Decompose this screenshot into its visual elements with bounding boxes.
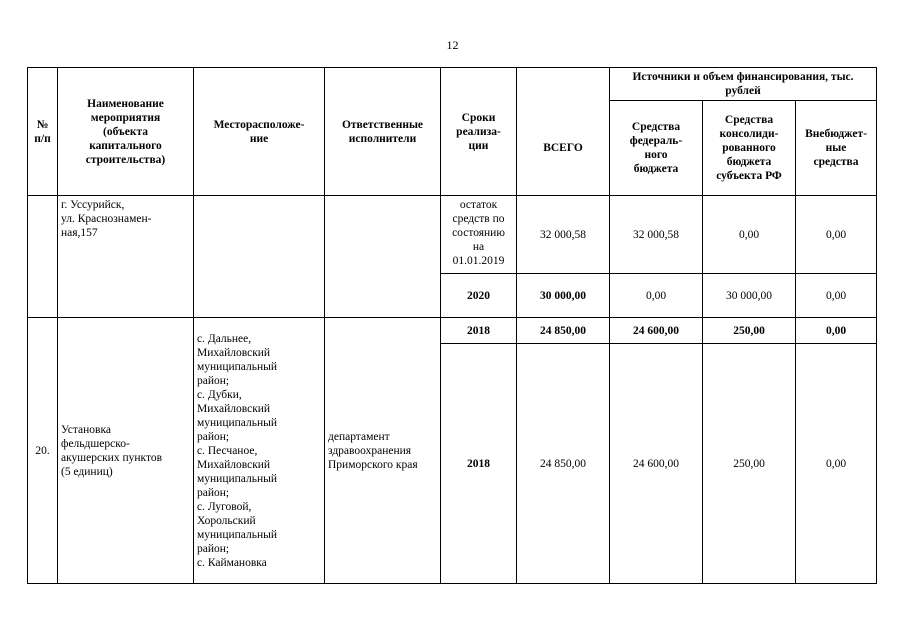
block1-num bbox=[28, 196, 58, 318]
header-num: № п/п bbox=[28, 68, 58, 196]
block2-row1-extra: 0,00 bbox=[796, 318, 877, 344]
header-total: ВСЕГО bbox=[517, 101, 610, 196]
header-total-blank bbox=[517, 68, 610, 101]
header-federal: Средства федераль- ного бюджета bbox=[610, 101, 703, 196]
block1-row1-regional: 0,00 bbox=[703, 196, 796, 274]
block1-row2-extra: 0,00 bbox=[796, 274, 877, 318]
block1-name: г. Уссурийск, ул. Краснознамен- ная,157 bbox=[58, 196, 194, 318]
block2-location: с. Дальнее, Михайловский муниципальный район; с. Дубки, Михайловский муниципальный район; с. Песчаное, Михайловский муниципальный район; с. Луговой, Хорольский муниципальный район; с. Каймановка bbox=[194, 318, 325, 584]
block2-row1-total: 24 850,00 bbox=[517, 318, 610, 344]
block2-row1-federal: 24 600,00 bbox=[610, 318, 703, 344]
header-executors: Ответственные исполнители bbox=[325, 68, 441, 196]
header-name: Наименование мероприятия (объекта капитального строительства) bbox=[58, 68, 194, 196]
header-location: Месторасположе- ние bbox=[194, 68, 325, 196]
header-terms: Сроки реализа- ции bbox=[441, 68, 517, 196]
block1-row2-regional: 30 000,00 bbox=[703, 274, 796, 318]
block1-row1-federal: 32 000,58 bbox=[610, 196, 703, 274]
page-number: 12 bbox=[446, 38, 459, 52]
block2-executors: департамент здравоохранения Приморского края bbox=[325, 318, 441, 584]
block2-row2-federal: 24 600,00 bbox=[610, 344, 703, 584]
block1-row2-federal: 0,00 bbox=[610, 274, 703, 318]
header-regional: Средства консолиди- рованного бюджета субъекта РФ bbox=[703, 101, 796, 196]
block2-num: 20. bbox=[28, 318, 58, 584]
header-extra: Внебюджет- ные средства bbox=[796, 101, 877, 196]
block2-name: Установка фельдшерско- акушерских пунктов (5 единиц) bbox=[58, 318, 194, 584]
block1-location bbox=[194, 196, 325, 318]
block1-row2-term: 2020 bbox=[441, 274, 517, 318]
block1-row1-total: 32 000,58 bbox=[517, 196, 610, 274]
block1-row1-extra: 0,00 bbox=[796, 196, 877, 274]
header-funding: Источники и объем финансирования, тыс. рублей bbox=[610, 68, 877, 101]
block2-row2-regional: 250,00 bbox=[703, 344, 796, 584]
block2-row2-term: 2018 bbox=[441, 344, 517, 584]
block1-row1-term: остаток средств по состоянию на 01.01.2019 bbox=[441, 196, 517, 274]
financing-table bbox=[27, 67, 877, 584]
block1-row2-total: 30 000,00 bbox=[517, 274, 610, 318]
block2-row1-regional: 250,00 bbox=[703, 318, 796, 344]
block2-row2-total: 24 850,00 bbox=[517, 344, 610, 584]
block2-row1-term: 2018 bbox=[441, 318, 517, 344]
block1-executors bbox=[325, 196, 441, 318]
block2-row2-extra: 0,00 bbox=[796, 344, 877, 584]
